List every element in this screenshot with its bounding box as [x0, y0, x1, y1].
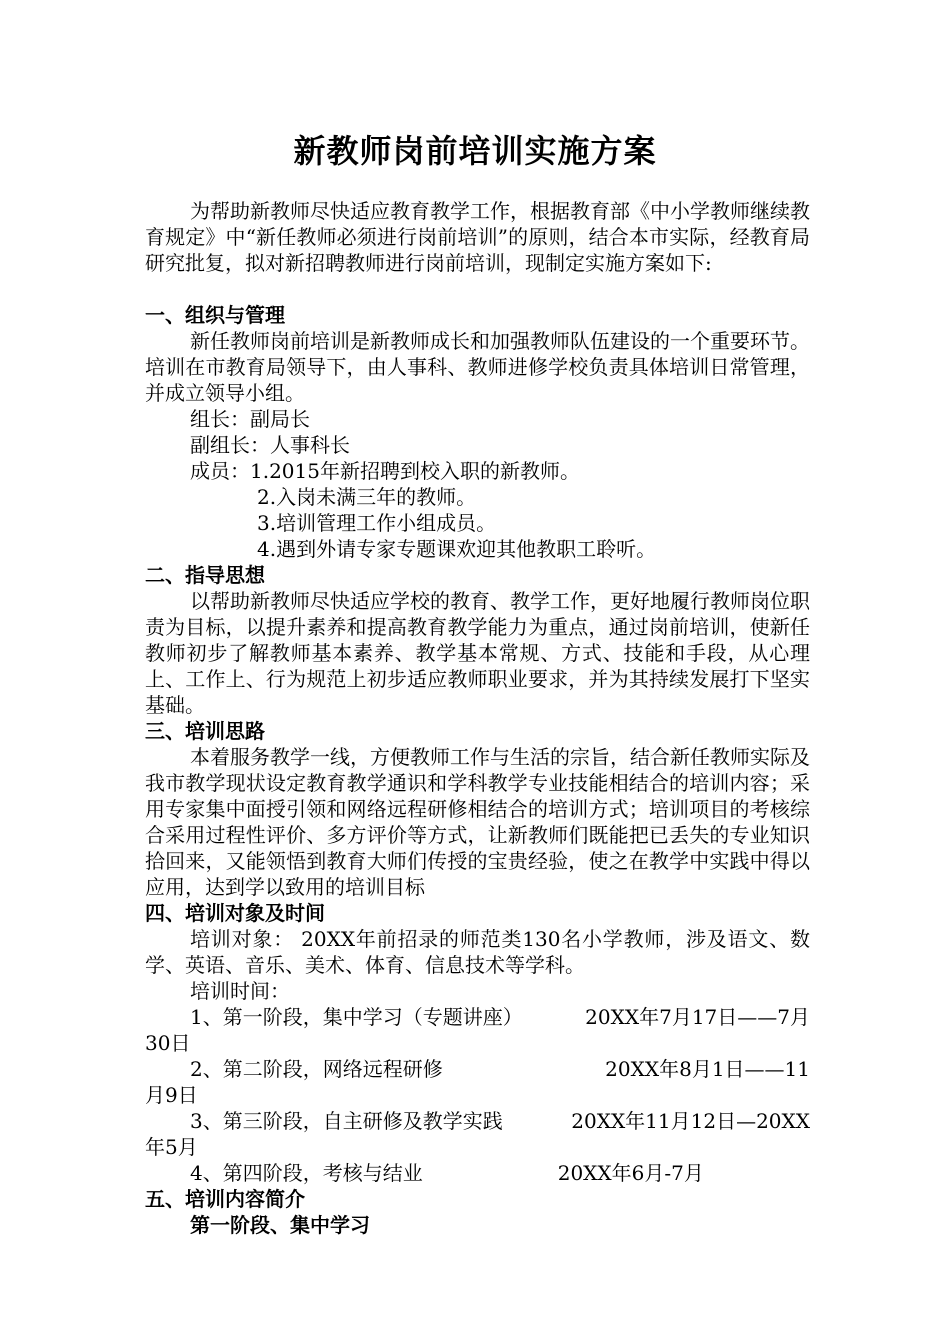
- section-2-heading: 二、指导思想: [145, 563, 265, 587]
- spacer: [145, 276, 810, 302]
- section-3-body: 本着服务教学一线，方便教师工作与生活的宗旨，结合新任教师实际及我市教学现状设定教育教学通识和学科教学专业技能相结合的培训内容；采用专家集中面授引领和网络远程研修相结合的培训方式；培训项目的考核综合采用过程性评价、多方评价等方式，让新教师们既能把已丢失的专业知识拾回来，又能领悟到教育大师们传授的宝贵经验，使之在教学中实践中得以应用，达到学以致用的培训目标: [145, 745, 810, 899]
- stage-row: [145, 1108, 810, 1134]
- section-4-heading: 四、培训对象及时间: [145, 901, 325, 925]
- member-item: 3.培训管理工作小组成员。: [257, 511, 497, 535]
- stage-name: 3、第三阶段，自主研修及教学实践: [190, 1109, 503, 1133]
- stage-row: [145, 1004, 810, 1030]
- stage-row: [145, 1056, 810, 1082]
- stage-dates: 20XX年6月-7月: [557, 1161, 704, 1185]
- member-item: 2.入岗未满三年的教师。: [257, 485, 477, 509]
- stage-dates-continued: 年5月: [145, 1135, 198, 1159]
- member-line-1: [145, 458, 810, 484]
- section-3-heading: 三、培训思路: [145, 719, 265, 743]
- member-item: 1.2015年新招聘到校入职的新教师。: [250, 459, 580, 483]
- leader-line: 组长：副局长: [190, 407, 310, 431]
- section-2-body: 以帮助新教师尽快适应学校的教育、教学工作，更好地履行教师岗位职责为目标，以提升素养和提高教育教学能力为重点，通过岗前培训，使新任教师初步了解教师基本素养、教学基本常规、方式、技能和手段，从心理上、工作上、行为规范上初步适应教师职业要求，并为其持续发展打下坚实基础。: [145, 589, 810, 717]
- training-target: 培训对象： 20XX年前招录的师范类130名小学教师，涉及语文、数学、英语、音乐、美术、体育、信息技术等学科。: [145, 927, 810, 977]
- member-item: 4.遇到外请专家专题课欢迎其他教职工聆听。: [257, 537, 657, 561]
- section-1-body: 新任教师岗前培训是新教师成长和加强教师队伍建设的一个重要环节。培训在市教育局领导下，由人事科、教师进修学校负责具体培训日常管理，并成立领导小组。: [145, 329, 810, 405]
- section-5-heading: 五、培训内容简介: [145, 1187, 305, 1211]
- deputy-line: 副组长：人事科长: [190, 433, 350, 457]
- document-body: [145, 198, 810, 1238]
- stage-row: [145, 1160, 810, 1186]
- training-time-label: 培训时间：: [190, 979, 290, 1003]
- member-prefix: 成员：: [190, 459, 250, 483]
- intro-paragraph: 为帮助新教师尽快适应教育教学工作，根据教育部《中小学教师继续教育规定》中“新任教师必须进行岗前培训”的原则，结合本市实际，经教育局研究批复，拟对新招聘教师进行岗前培训，现制定实施方案如下:: [145, 199, 810, 275]
- stage-name: 2、第二阶段，网络远程研修: [190, 1057, 443, 1081]
- section-5-subheading: 第一阶段、集中学习: [190, 1213, 370, 1237]
- section-1-heading: 一、组织与管理: [145, 303, 285, 327]
- stage-name: 1、第一阶段，集中学习（专题讲座）: [190, 1005, 523, 1029]
- stage-dates: 20XX年11月12日—20XX: [571, 1109, 810, 1133]
- stage-dates: 20XX年7月17日——7月: [585, 1005, 810, 1029]
- stage-name: 4、第四阶段，考核与结业: [190, 1161, 423, 1185]
- stage-dates-continued: 30日: [145, 1031, 191, 1055]
- stage-dates: 20XX年8月1日——11: [605, 1057, 810, 1081]
- document-title: 新教师岗前培训实施方案: [293, 132, 657, 170]
- stage-dates-continued: 月9日: [145, 1083, 198, 1107]
